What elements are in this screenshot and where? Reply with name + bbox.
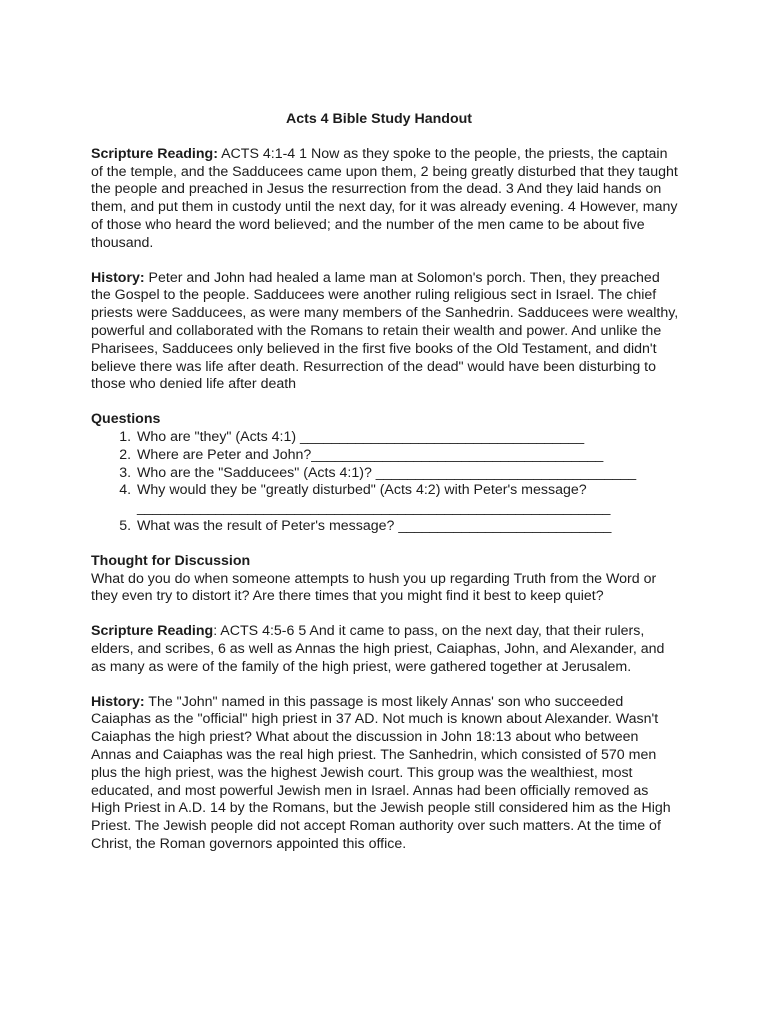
history-2-text: The "John" named in this passage is most likely Annas' son who succeeded Caiaphas as the "official" high priest in 37 AD. Not much is known about Alexander. Wasn't Caiaphas the high priest? What about the discussion in John 18:13 about who between Annas and Caiaphas was the real high priest. The Sanhedrin, which consisted of 570 men plus the high priest, was the highest Jewish court. This group was the wealthiest, most educated, and most powerful Jewish men in Israel. Annas had been officially removed as High Priest in A.D. 14 by the Romans, but the Jewish people still considered him as the High Priest. The Jewish people did not accept Roman authority over such matters. At the time of Christ, the Roman governors appointed this office. (91, 693, 671, 852)
scripture-reading-1 (91, 146, 681, 253)
thought-heading: Thought for Discussion (91, 552, 251, 569)
scripture-reading-2-text: : ACTS 4:5-6 5 And it came to pass, on the next day, that their rulers, elders, and scribes, 6 as well as Annas the high priest, Caiaphas, John, and Alexander, and as many as were of the family of the high priest, were gathered together at Jerusalem. (91, 623, 665, 675)
question-4-blank: ____________________________________________________________ (137, 500, 611, 517)
scripture-reading-1-text: ACTS 4:1-4 1 Now as they spoke to the people, the priests, the captain of the temple, and the Sadducees came upon them, 2 being greatly disturbed that they taught the people and preached in Jesus the resurrection from the dead. 3 And they laid hands on them, and put them in custody until the next day, for it was already evening. 4 However, many of those who heard the word believed; and the number of the men came to be about five thousand. (91, 145, 678, 251)
question-item (135, 465, 681, 483)
history-2 (91, 694, 681, 854)
handout-page (91, 111, 681, 871)
question-5-text: What was the result of Peter's message? ___________________________ (137, 517, 612, 534)
question-item (135, 518, 681, 536)
history-2-label: History: (91, 693, 145, 710)
question-2-text: Where are Peter and John?_____________________________________ (137, 446, 604, 463)
history-1 (91, 270, 681, 395)
question-item (135, 482, 681, 518)
question-1-text: Who are "they" (Acts 4:1) ____________________________________ (137, 428, 585, 445)
history-1-label: History: (91, 269, 145, 286)
questions-heading: Questions (91, 411, 161, 428)
questions-list (91, 429, 681, 536)
scripture-reading-2 (91, 623, 681, 676)
document-title: Acts 4 Bible Study Handout (285, 111, 473, 127)
history-1-text: Peter and John had healed a lame man at Solomon's porch. Then, they preached the Gospel to the people. Sadducees were another ruling religious sect in Israel. The chief priests were Sadducees, as were many members of the Sanhedrin. Sadducees were wealthy, powerful and collaborated with the Romans to retain their wealth and power. And unlike the Pharisees, Sadducees only believed in the first five books of the Old Testament, and didn't believe there was life after death. Resurrection of the dead" would have been disturbing to those who denied life after death (91, 269, 679, 393)
thought-text: What do you do when someone attempts to hush you up regarding Truth from the Word or they even try to distort it? Are there times that you might find it best to keep quiet? (91, 570, 657, 605)
scripture-reading-2-label: Scripture Reading (91, 623, 214, 640)
scripture-reading-1-label: Scripture Reading: (91, 145, 218, 162)
question-3-text: Who are the "Sadducees" (Acts 4:1)? _________________________________ (137, 464, 637, 481)
question-item (135, 447, 681, 465)
question-item (135, 429, 681, 447)
question-4-text: Why would they be "greatly disturbed" (Acts 4:2) with Peter's message? (137, 482, 587, 499)
